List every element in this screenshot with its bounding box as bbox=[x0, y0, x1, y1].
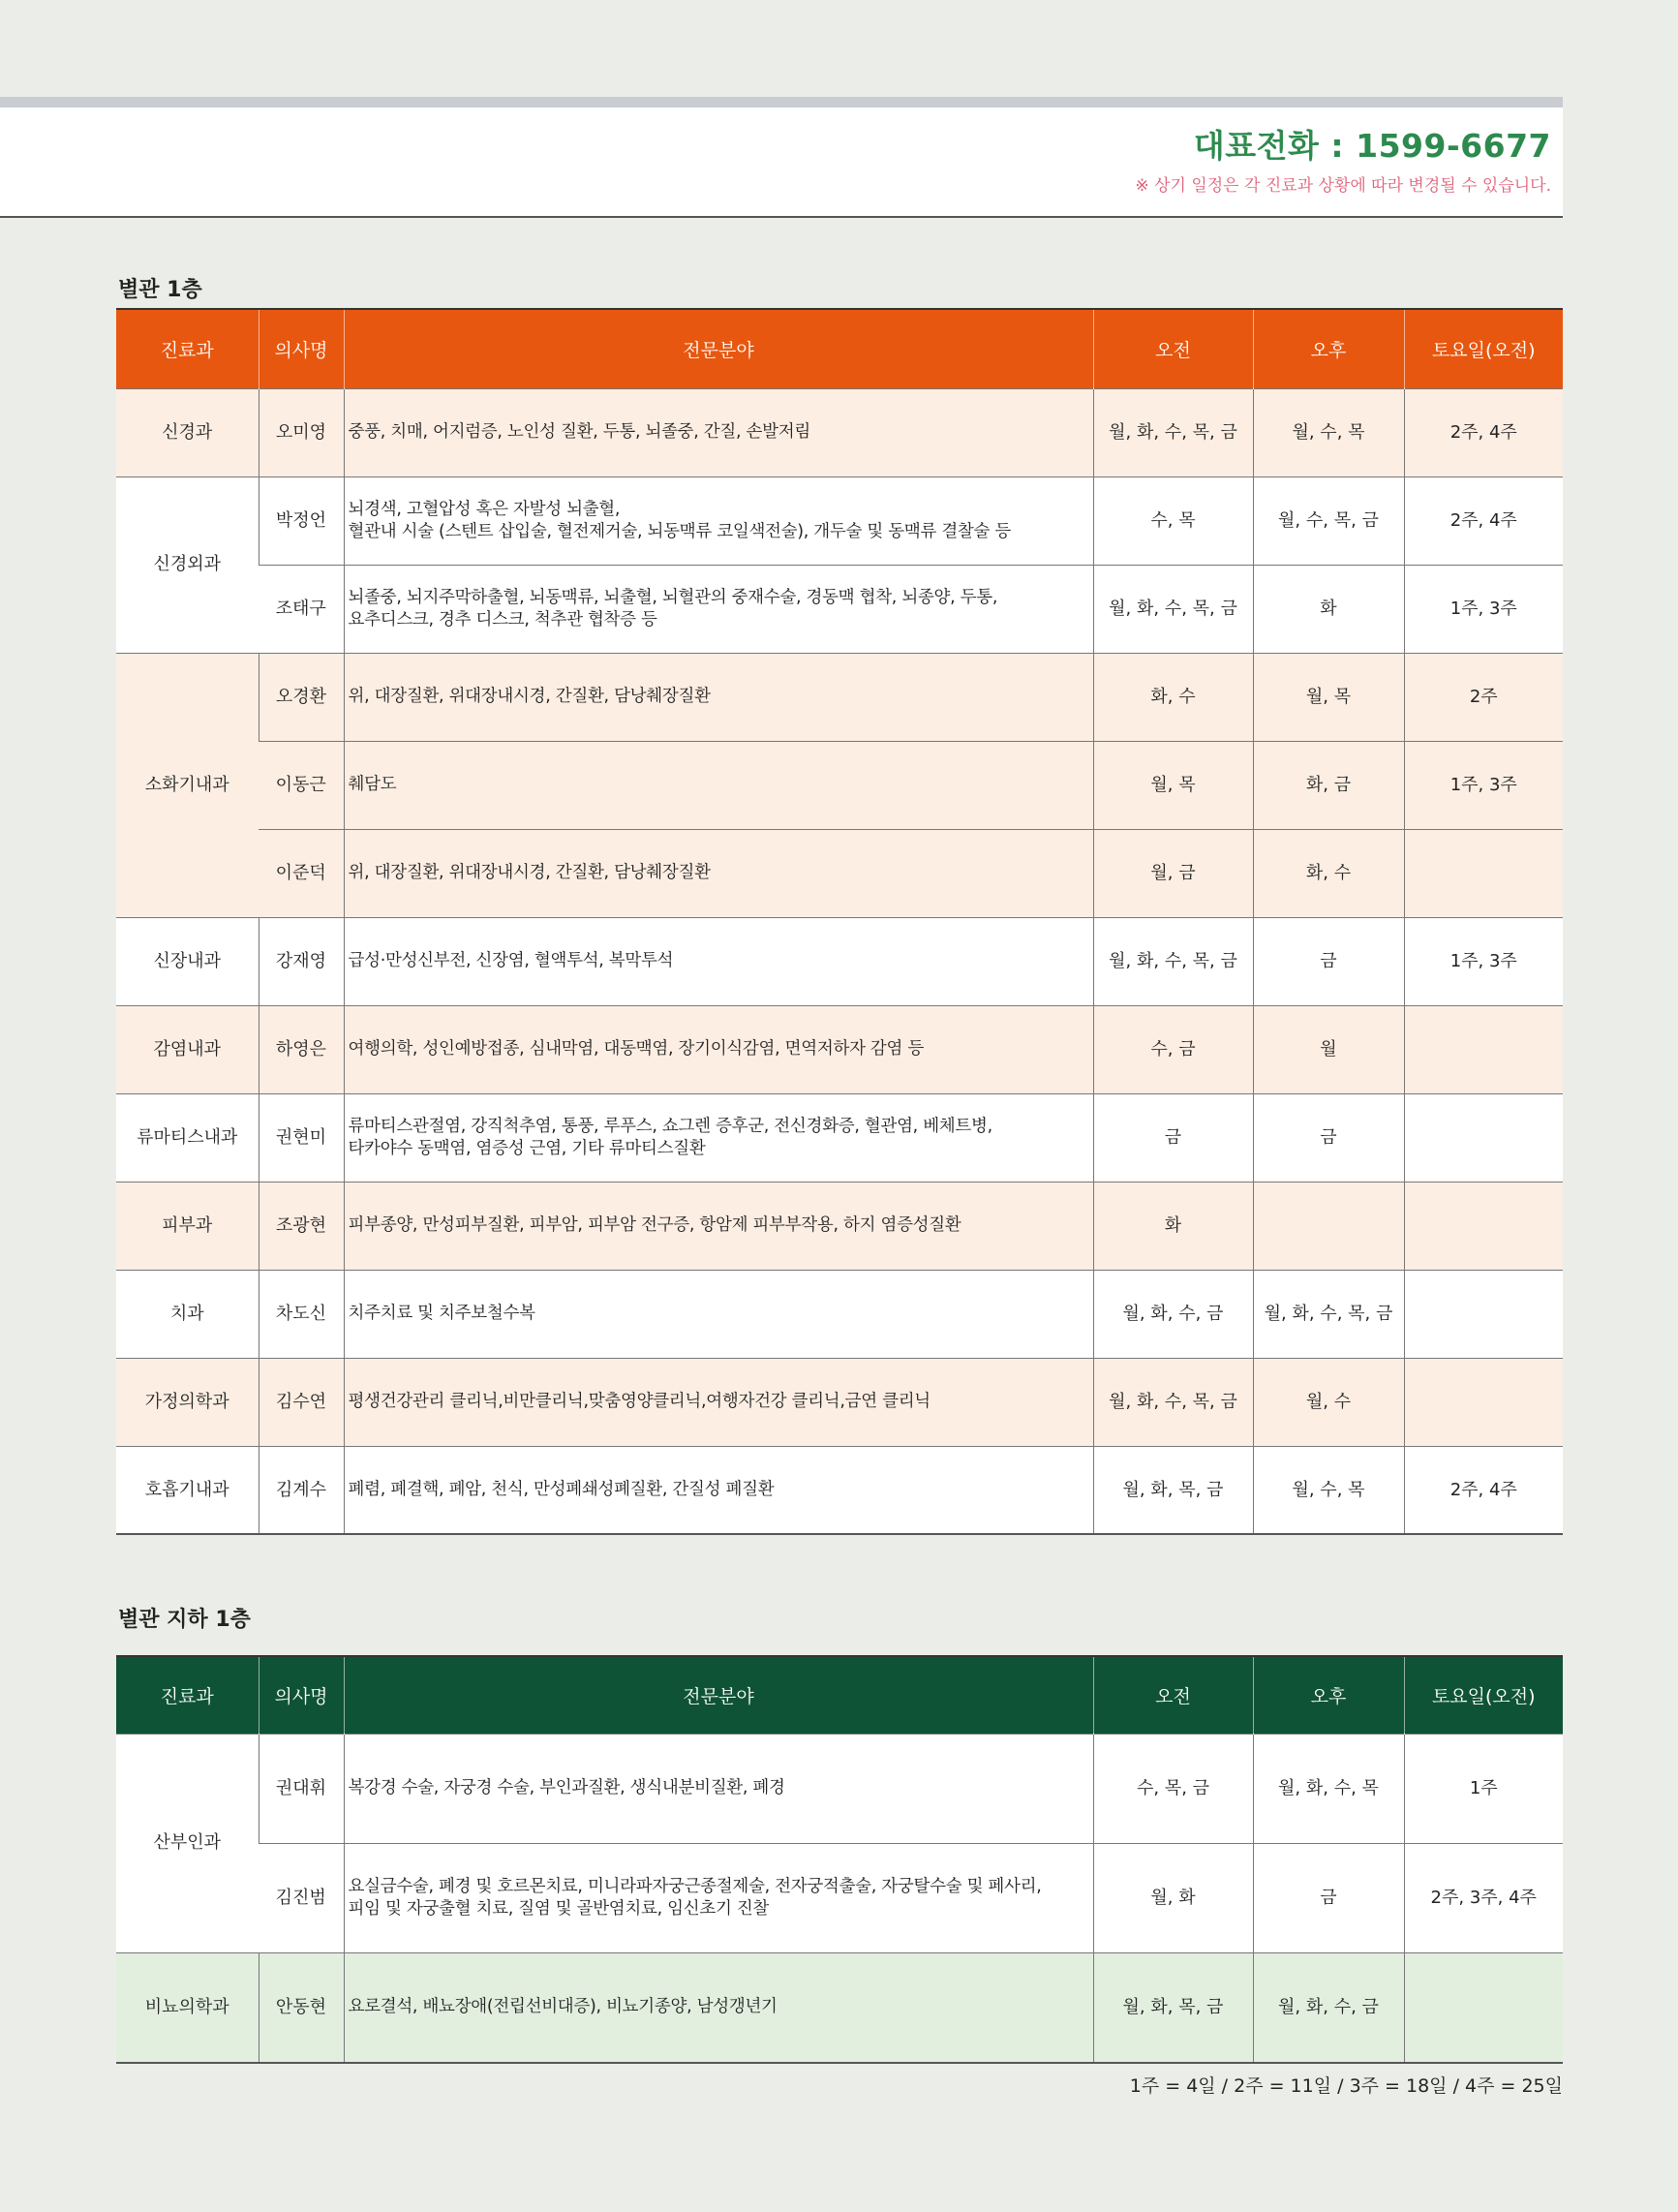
specialty-cell bbox=[344, 1843, 1093, 1952]
pm-cell: 월, 수, 목, 금 bbox=[1253, 476, 1404, 565]
specialty-cell: 폐렴, 폐결핵, 폐암, 천식, 만성폐쇄성폐질환, 간질성 폐질환 bbox=[344, 1446, 1093, 1534]
top-divider-bar bbox=[0, 97, 1563, 108]
table-row bbox=[116, 1952, 1563, 2063]
col-header-dept: 진료과 bbox=[160, 1685, 214, 1707]
table-row bbox=[116, 1270, 1563, 1358]
doctor-cell: 김진범 bbox=[259, 1843, 344, 1952]
dept-cell: 류마티스내과 bbox=[116, 1093, 259, 1182]
specialty-line: 혈관내 시술 (스텐트 삽입술, 혈전제거술, 뇌동맥류 코일색전술), 개두술 및 동맥류 결찰술 등 bbox=[348, 521, 1012, 541]
am-cell: 화, 수 bbox=[1093, 653, 1253, 741]
saturday-cell: 1주, 3주 bbox=[1404, 917, 1563, 1005]
specialty-cell: 췌담도 bbox=[344, 741, 1093, 829]
table-row bbox=[116, 1093, 1563, 1182]
saturday-cell bbox=[1404, 1093, 1563, 1182]
specialty-cell: 급성·만성신부전, 신장염, 혈액투석, 복막투석 bbox=[344, 917, 1093, 1005]
dept-cell: 신경외과 bbox=[116, 476, 259, 653]
table-header-row bbox=[116, 1656, 1563, 1734]
table-row bbox=[116, 1446, 1563, 1534]
dept-cell: 피부과 bbox=[116, 1182, 259, 1270]
am-cell: 월, 금 bbox=[1093, 829, 1253, 917]
doctor-cell: 권현미 bbox=[259, 1093, 344, 1182]
saturday-cell: 1주, 3주 bbox=[1404, 741, 1563, 829]
pm-cell bbox=[1253, 1182, 1404, 1270]
specialty-cell: 피부종양, 만성피부질환, 피부암, 피부암 전구증, 항암제 피부부작용, 하지 염증성질환 bbox=[344, 1182, 1093, 1270]
saturday-cell bbox=[1404, 1952, 1563, 2063]
pm-cell: 월, 화, 수, 목 bbox=[1253, 1734, 1404, 1843]
am-cell: 월, 화, 수, 목, 금 bbox=[1093, 565, 1253, 653]
saturday-cell bbox=[1404, 1270, 1563, 1358]
doctor-cell: 김수연 bbox=[259, 1358, 344, 1446]
specialty-line: 요실금수술, 폐경 및 호르몬치료, 미니라파자궁근종절제술, 전자궁적출술, 자궁탈수술 및 페사리, bbox=[348, 1876, 1042, 1896]
col-header-am: 오전 bbox=[1093, 1656, 1253, 1734]
dept-cell: 감염내과 bbox=[116, 1005, 259, 1093]
col-header-saturday: 토요일(오전) bbox=[1404, 309, 1563, 388]
pm-cell: 월, 수 bbox=[1253, 1358, 1404, 1446]
specialty-line: 뇌졸중, 뇌지주막하출혈, 뇌동맥류, 뇌출혈, 뇌혈관의 중재수술, 경동맥 협착, 뇌종양, 두통, bbox=[348, 587, 998, 607]
doctor-cell: 조광현 bbox=[259, 1182, 344, 1270]
col-header-specialty: 전문분야 bbox=[344, 309, 1093, 388]
specialty-line: 류마티스관절염, 강직척추염, 통풍, 루푸스, 쇼그렌 증후군, 전신경화증, 혈관염, 베체트병, bbox=[348, 1116, 992, 1136]
dept-cell: 신경과 bbox=[116, 388, 259, 476]
table-row bbox=[116, 1182, 1563, 1270]
am-cell: 수, 목 bbox=[1093, 476, 1253, 565]
col-header-doctor: 의사명 bbox=[259, 1656, 344, 1734]
specialty-cell: 중풍, 치매, 어지럼증, 노인성 질환, 두통, 뇌졸중, 간질, 손발저림 bbox=[344, 388, 1093, 476]
dept-cell: 소화기내과 bbox=[116, 653, 259, 917]
saturday-cell: 2주, 3주, 4주 bbox=[1404, 1843, 1563, 1952]
doctor-cell: 조태구 bbox=[259, 565, 344, 653]
table-row bbox=[116, 1358, 1563, 1446]
col-header-dept: 진료과 bbox=[160, 339, 214, 361]
dept-cell: 가정의학과 bbox=[116, 1358, 259, 1446]
col-header-saturday: 토요일(오전) bbox=[1404, 1656, 1563, 1734]
schedule-notice: ※ 상기 일정은 각 진료과 상황에 따라 변경될 수 있습니다. bbox=[1135, 176, 1551, 196]
header-panel bbox=[0, 108, 1563, 218]
saturday-cell: 1주, 3주 bbox=[1404, 565, 1563, 653]
saturday-cell bbox=[1404, 1358, 1563, 1446]
pm-cell: 월, 목 bbox=[1253, 653, 1404, 741]
pm-cell: 화, 수 bbox=[1253, 829, 1404, 917]
table-row bbox=[116, 917, 1563, 1005]
pm-cell: 금 bbox=[1253, 1843, 1404, 1952]
pm-cell: 월, 화, 수, 금 bbox=[1253, 1952, 1404, 2063]
am-cell: 수, 금 bbox=[1093, 1005, 1253, 1093]
specialty-cell bbox=[344, 565, 1093, 653]
saturday-cell: 2주, 4주 bbox=[1404, 1446, 1563, 1534]
saturday-cell bbox=[1404, 1005, 1563, 1093]
doctor-cell: 권대휘 bbox=[259, 1734, 344, 1843]
pm-cell: 월, 화, 수, 목, 금 bbox=[1253, 1270, 1404, 1358]
doctor-cell: 이동근 bbox=[259, 741, 344, 829]
specialty-cell bbox=[344, 476, 1093, 565]
saturday-cell: 2주, 4주 bbox=[1404, 476, 1563, 565]
col-header-pm: 오후 bbox=[1253, 1656, 1404, 1734]
table-row bbox=[116, 388, 1563, 476]
specialty-cell: 위, 대장질환, 위대장내시경, 간질환, 담낭췌장질환 bbox=[344, 653, 1093, 741]
am-cell: 수, 목, 금 bbox=[1093, 1734, 1253, 1843]
section-title-annex-b1: 별관 지하 1층 bbox=[118, 1608, 251, 1632]
table-row bbox=[116, 653, 1563, 741]
specialty-line: 뇌경색, 고혈압성 혹은 자발성 뇌출혈, bbox=[348, 499, 621, 519]
specialty-cell bbox=[344, 1093, 1093, 1182]
specialty-cell: 여행의학, 성인예방접종, 심내막염, 대동맥염, 장기이식감염, 면역저하자 감염 등 bbox=[344, 1005, 1093, 1093]
specialty-cell: 요로결석, 배뇨장애(전립선비대증), 비뇨기종양, 남성갱년기 bbox=[344, 1952, 1093, 2063]
specialty-line: 요추디스크, 경추 디스크, 척추관 협착증 등 bbox=[348, 609, 657, 630]
table-row bbox=[116, 476, 1563, 565]
table-row bbox=[116, 741, 1563, 829]
main-phone[interactable]: 대표전화 : 1599-6677 bbox=[1193, 127, 1551, 165]
dept-cell: 치과 bbox=[116, 1270, 259, 1358]
dept-cell: 호흡기내과 bbox=[116, 1446, 259, 1534]
specialty-line: 피임 및 자궁출혈 치료, 질염 및 골반염치료, 임신초기 진찰 bbox=[348, 1898, 770, 1919]
pm-cell: 금 bbox=[1253, 1093, 1404, 1182]
col-header-pm: 오후 bbox=[1253, 309, 1404, 388]
dept-cell: 비뇨의학과 bbox=[116, 1952, 259, 2063]
table-row bbox=[116, 829, 1563, 917]
schedule-table-annex-b1 bbox=[116, 1655, 1563, 2064]
am-cell: 월, 목 bbox=[1093, 741, 1253, 829]
saturday-week-legend: 1주 = 4일 / 2주 = 11일 / 3주 = 18일 / 4주 = 25일 bbox=[1129, 2075, 1563, 2097]
doctor-cell: 박정언 bbox=[259, 476, 344, 565]
saturday-cell: 2주, 4주 bbox=[1404, 388, 1563, 476]
doctor-cell: 오미영 bbox=[259, 388, 344, 476]
pm-cell: 월, 수, 목 bbox=[1253, 1446, 1404, 1534]
table-row bbox=[116, 1843, 1563, 1952]
dept-cell: 산부인과 bbox=[116, 1734, 259, 1952]
am-cell: 월, 화, 수, 목, 금 bbox=[1093, 917, 1253, 1005]
schedule-table-annex-1f bbox=[116, 308, 1563, 1535]
table-row bbox=[116, 565, 1563, 653]
section-title-annex-1f: 별관 1층 bbox=[118, 278, 202, 302]
col-header-specialty: 전문분야 bbox=[344, 1656, 1093, 1734]
table-header-row bbox=[116, 309, 1563, 388]
doctor-cell: 오경환 bbox=[259, 653, 344, 741]
doctor-cell: 하영은 bbox=[259, 1005, 344, 1093]
am-cell: 월, 화, 수, 금 bbox=[1093, 1270, 1253, 1358]
specialty-cell: 위, 대장질환, 위대장내시경, 간질환, 담낭췌장질환 bbox=[344, 829, 1093, 917]
pm-cell: 월, 수, 목 bbox=[1253, 388, 1404, 476]
am-cell: 월, 화, 수, 목, 금 bbox=[1093, 388, 1253, 476]
specialty-line: 타카야수 동맥염, 염증성 근염, 기타 류마티스질환 bbox=[348, 1138, 706, 1158]
saturday-cell bbox=[1404, 829, 1563, 917]
doctor-cell: 안동현 bbox=[259, 1952, 344, 2063]
pm-cell: 화 bbox=[1253, 565, 1404, 653]
col-header-am: 오전 bbox=[1093, 309, 1253, 388]
specialty-cell: 복강경 수술, 자궁경 수술, 부인과질환, 생식내분비질환, 폐경 bbox=[344, 1734, 1093, 1843]
dept-cell: 신장내과 bbox=[116, 917, 259, 1005]
pm-cell: 월 bbox=[1253, 1005, 1404, 1093]
saturday-cell: 2주 bbox=[1404, 653, 1563, 741]
doctor-cell: 이준덕 bbox=[259, 829, 344, 917]
saturday-cell bbox=[1404, 1182, 1563, 1270]
specialty-cell: 치주치료 및 치주보철수복 bbox=[344, 1270, 1093, 1358]
saturday-cell: 1주 bbox=[1404, 1734, 1563, 1843]
am-cell: 화 bbox=[1093, 1182, 1253, 1270]
am-cell: 월, 화, 목, 금 bbox=[1093, 1446, 1253, 1534]
pm-cell: 화, 금 bbox=[1253, 741, 1404, 829]
am-cell: 금 bbox=[1093, 1093, 1253, 1182]
specialty-cell: 평생건강관리 클리닉,비만클리닉,맞춤영양클리닉,여행자건강 클리닉,금연 클리닉 bbox=[344, 1358, 1093, 1446]
am-cell: 월, 화, 목, 금 bbox=[1093, 1952, 1253, 2063]
table-row bbox=[116, 1734, 1563, 1843]
doctor-cell: 차도신 bbox=[259, 1270, 344, 1358]
pm-cell: 금 bbox=[1253, 917, 1404, 1005]
table-row bbox=[116, 1005, 1563, 1093]
am-cell: 월, 화, 수, 목, 금 bbox=[1093, 1358, 1253, 1446]
col-header-doctor: 의사명 bbox=[259, 309, 344, 388]
am-cell: 월, 화 bbox=[1093, 1843, 1253, 1952]
doctor-cell: 강재영 bbox=[259, 917, 344, 1005]
doctor-cell: 김계수 bbox=[259, 1446, 344, 1534]
